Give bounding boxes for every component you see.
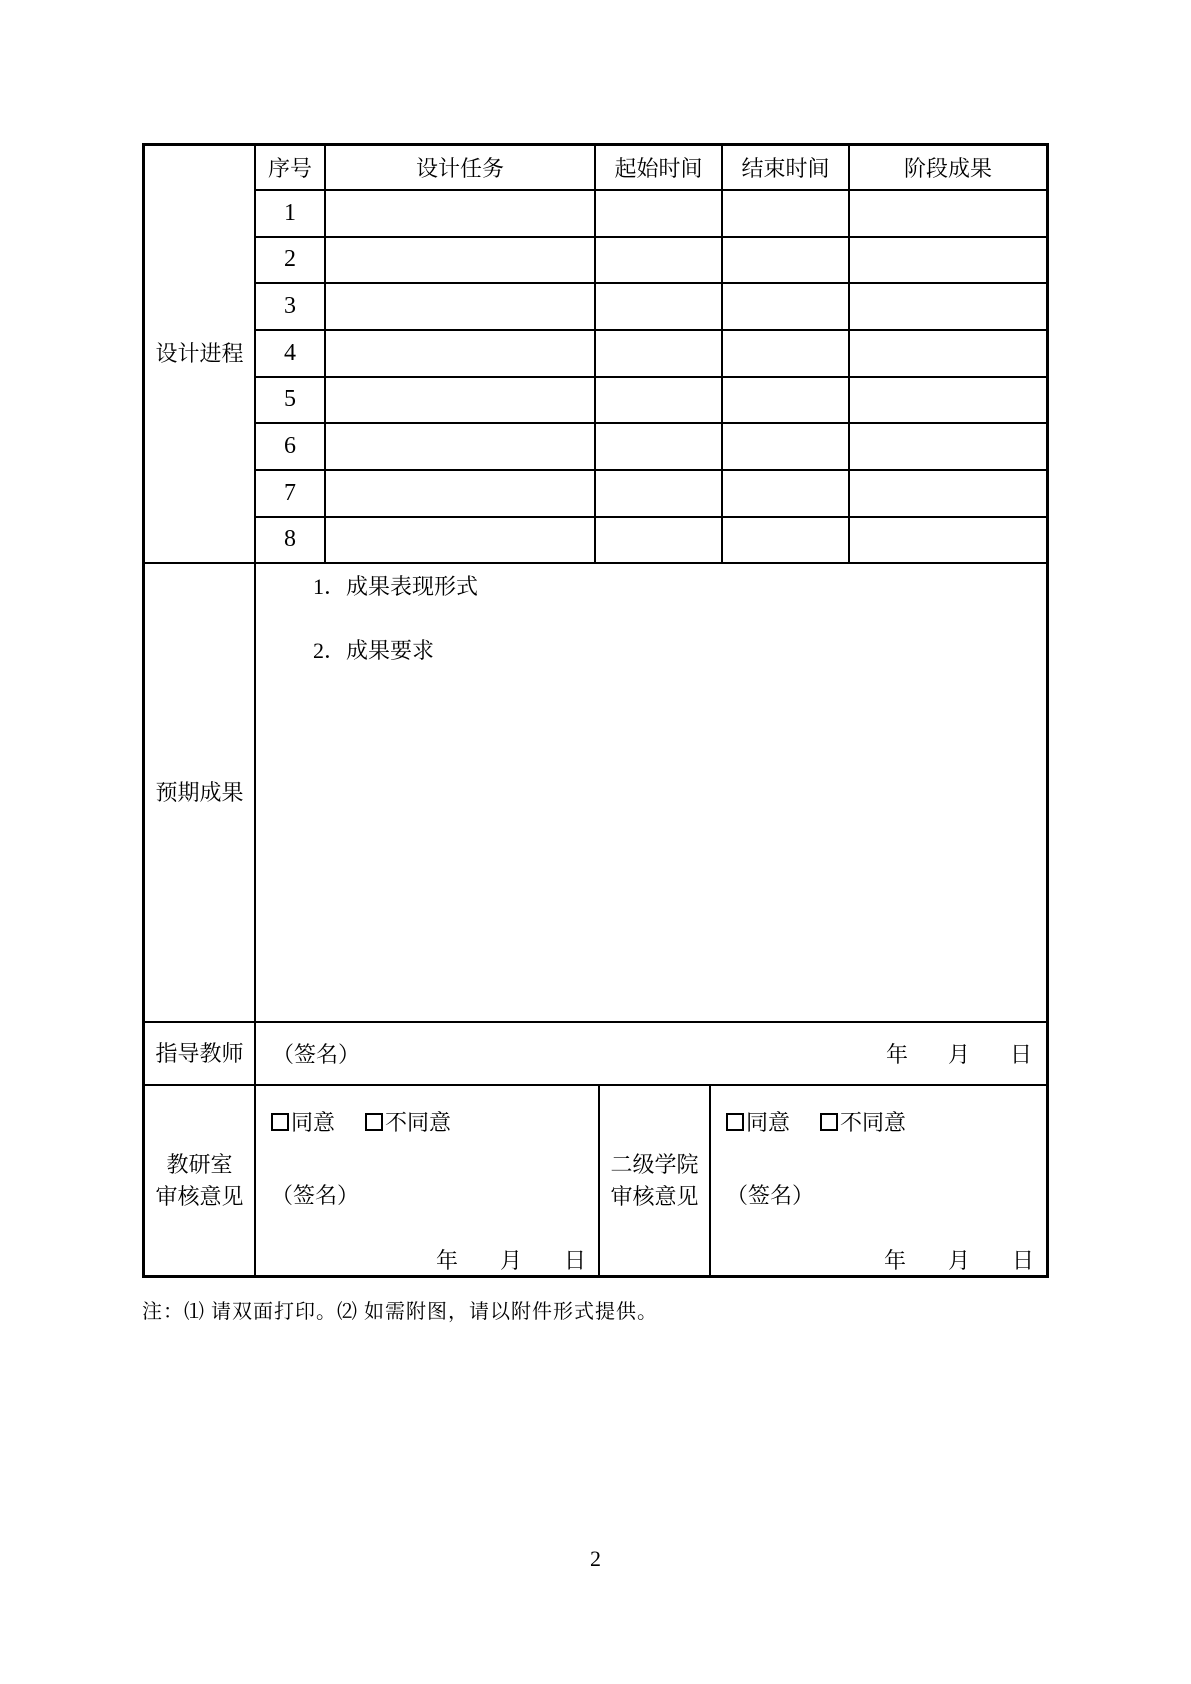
office-check-row bbox=[271, 1106, 598, 1137]
task-cell-empty bbox=[326, 518, 596, 563]
schedule-row bbox=[256, 471, 1046, 518]
task-cell-empty bbox=[326, 238, 596, 283]
disagree-label: 不同意 bbox=[840, 1110, 907, 1135]
advisor-content bbox=[256, 1023, 1046, 1084]
college-disagree-option bbox=[820, 1106, 906, 1137]
task-cell-empty bbox=[326, 424, 596, 469]
result-cell-empty bbox=[850, 191, 1046, 236]
office-signature-placeholder: （签名） bbox=[271, 1183, 360, 1208]
task-cell-empty bbox=[326, 471, 596, 516]
schedule-row bbox=[256, 331, 1046, 378]
header-end: 结束时间 bbox=[723, 146, 850, 189]
year-label: 年 bbox=[885, 1042, 908, 1068]
office-review-label-line2: 审核意见 bbox=[155, 1183, 244, 1209]
office-review-label-line1: 教研室 bbox=[166, 1151, 233, 1177]
end-cell-empty bbox=[723, 331, 850, 376]
end-cell-empty bbox=[723, 471, 850, 516]
college-review-content bbox=[711, 1086, 1046, 1275]
day-label: 日 bbox=[1011, 1248, 1034, 1273]
design-schedule-section bbox=[145, 146, 1046, 564]
month-label: 月 bbox=[499, 1248, 522, 1273]
year-label: 年 bbox=[435, 1248, 458, 1273]
row-number: 4 bbox=[256, 331, 326, 376]
advisor-section bbox=[145, 1023, 1046, 1086]
college-agree-option bbox=[726, 1106, 790, 1137]
college-check-row bbox=[726, 1106, 1046, 1137]
office-review-content bbox=[256, 1086, 600, 1275]
month-label: 月 bbox=[947, 1248, 970, 1273]
header-start: 起始时间 bbox=[596, 146, 723, 189]
design-schedule-label: 设计进程 bbox=[145, 146, 256, 562]
result-cell-empty bbox=[850, 378, 1046, 423]
start-cell-empty bbox=[596, 331, 723, 376]
office-agree-option bbox=[271, 1106, 335, 1137]
schedule-row bbox=[256, 518, 1046, 563]
schedule-row bbox=[256, 284, 1046, 331]
college-date bbox=[884, 1244, 1046, 1275]
row-number: 7 bbox=[256, 471, 326, 516]
row-number: 1 bbox=[256, 191, 326, 236]
row-number: 3 bbox=[256, 284, 326, 329]
review-section bbox=[145, 1086, 1046, 1275]
end-cell-empty bbox=[723, 518, 850, 563]
start-cell-empty bbox=[596, 238, 723, 283]
start-cell-empty bbox=[596, 424, 723, 469]
task-cell-empty bbox=[326, 331, 596, 376]
result-cell-empty bbox=[850, 238, 1046, 283]
page-number: 2 bbox=[590, 1546, 601, 1571]
result-cell-empty bbox=[850, 518, 1046, 563]
college-review-label-line2: 审核意见 bbox=[610, 1183, 699, 1209]
office-disagree-option bbox=[365, 1106, 451, 1137]
schedule-row bbox=[256, 378, 1046, 425]
expected-item-2: 2．成果要求 bbox=[313, 638, 435, 664]
agree-label: 同意 bbox=[746, 1110, 791, 1135]
row-number: 6 bbox=[256, 424, 326, 469]
result-cell-empty bbox=[850, 424, 1046, 469]
task-cell-empty bbox=[326, 284, 596, 329]
result-cell-empty bbox=[850, 471, 1046, 516]
day-label: 日 bbox=[1009, 1042, 1032, 1068]
office-date bbox=[436, 1244, 598, 1275]
task-form-table bbox=[142, 143, 1049, 1278]
task-cell-empty bbox=[326, 191, 596, 236]
month-label: 月 bbox=[947, 1042, 970, 1068]
end-cell-empty bbox=[723, 378, 850, 423]
row-number: 8 bbox=[256, 518, 326, 563]
start-cell-empty bbox=[596, 284, 723, 329]
year-label: 年 bbox=[883, 1248, 906, 1273]
start-cell-empty bbox=[596, 518, 723, 563]
college-review-label bbox=[600, 1086, 711, 1275]
office-review-label bbox=[145, 1086, 256, 1275]
row-number: 2 bbox=[256, 238, 326, 283]
start-cell-empty bbox=[596, 378, 723, 423]
schedule-row bbox=[256, 424, 1046, 471]
schedule-header-row bbox=[256, 146, 1046, 191]
end-cell-empty bbox=[723, 191, 850, 236]
expected-item-1: 1．成果表现形式 bbox=[313, 574, 479, 600]
expected-results-label: 预期成果 bbox=[145, 564, 256, 1021]
agree-checkbox[interactable] bbox=[726, 1113, 744, 1131]
agree-label: 同意 bbox=[291, 1110, 336, 1135]
print-note: 注：⑴ 请双面打印。⑵ 如需附图，请以附件形式提供。 bbox=[142, 1301, 658, 1323]
disagree-label: 不同意 bbox=[385, 1110, 452, 1135]
schedule-row bbox=[256, 191, 1046, 238]
header-task: 设计任务 bbox=[326, 146, 596, 189]
expected-results-section bbox=[145, 564, 1046, 1023]
row-number: 5 bbox=[256, 378, 326, 423]
advisor-signature-placeholder: （签名） bbox=[272, 1042, 361, 1068]
agree-checkbox[interactable] bbox=[271, 1113, 289, 1131]
disagree-checkbox[interactable] bbox=[820, 1113, 838, 1131]
advisor-date bbox=[886, 1038, 1046, 1069]
end-cell-empty bbox=[723, 238, 850, 283]
college-signature-placeholder: （签名） bbox=[726, 1183, 815, 1208]
start-cell-empty bbox=[596, 191, 723, 236]
design-schedule-grid bbox=[256, 146, 1046, 562]
header-result: 阶段成果 bbox=[903, 156, 992, 181]
schedule-row bbox=[256, 238, 1046, 285]
result-cell-empty bbox=[850, 284, 1046, 329]
result-cell-empty bbox=[850, 331, 1046, 376]
task-cell-empty bbox=[326, 378, 596, 423]
disagree-checkbox[interactable] bbox=[365, 1113, 383, 1131]
expected-results-content bbox=[256, 564, 1046, 1021]
college-review-label-line1: 二级学院 bbox=[610, 1151, 699, 1177]
end-cell-empty bbox=[723, 424, 850, 469]
end-cell-empty bbox=[723, 284, 850, 329]
start-cell-empty bbox=[596, 471, 723, 516]
day-label: 日 bbox=[563, 1248, 586, 1273]
header-seq: 序号 bbox=[256, 146, 326, 189]
advisor-label: 指导教师 bbox=[145, 1023, 256, 1084]
